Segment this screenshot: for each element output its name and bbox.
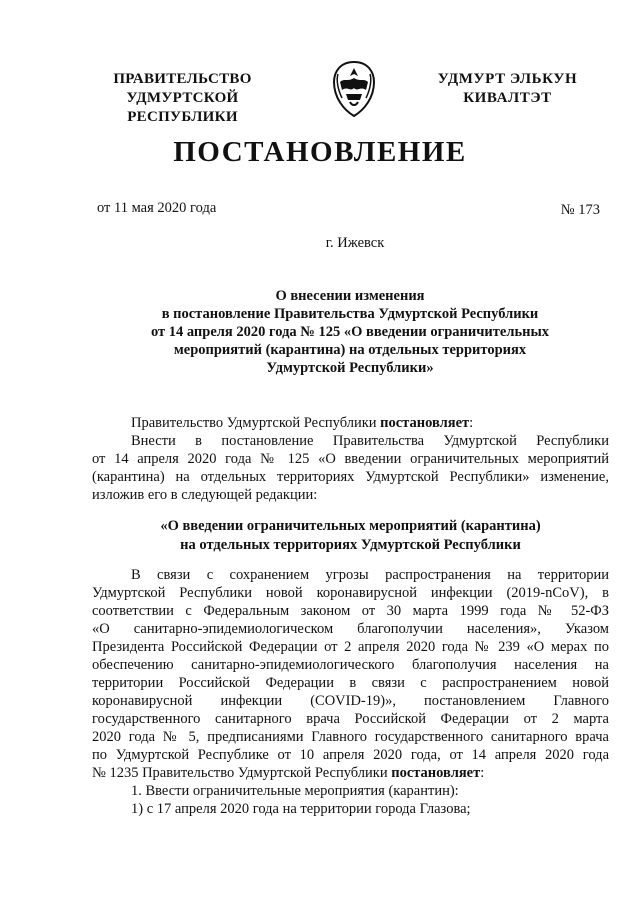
main-para-colon: :	[480, 765, 485, 781]
intro-resolves-line	[92, 414, 609, 432]
issuer-line-2: УДМУРТСКОЙ РЕСПУБЛИКИ	[126, 90, 239, 125]
intro-block	[92, 414, 609, 504]
issuer-name-russian	[80, 70, 285, 127]
subject-line: мероприятий (карантина) на отдельных территориях	[173, 342, 527, 358]
document-title: ПОСТАНОВЛЕНИЕ	[173, 136, 467, 168]
main-para-bold-word: постановляет	[391, 765, 481, 781]
document-subject	[120, 287, 580, 377]
main-para-line: коронавирусной инфекции (COVID-19)», постановлением Главного	[92, 693, 609, 709]
section-title	[92, 517, 609, 555]
intro-para-line: (карантина) на отдельных территориях Удмуртской Республики» изменение,	[92, 469, 609, 485]
issuer-line-1: ПРАВИТЕЛЬСТВО	[113, 71, 252, 87]
intro-para-line: изложив его в следующей редакции:	[92, 487, 318, 503]
issuer-udmurt-line-2: КИВАЛТЭТ	[463, 90, 552, 106]
main-para-line: по Удмуртской Республике от 10 апреля 2020 года, от 14 апреля 2020 года	[92, 747, 609, 763]
main-para-last-text: № 1235 Правительство Удмуртской Республики	[92, 765, 392, 781]
intro-para-line: Внести в постановление Правительства Удмуртской Республики	[131, 433, 609, 449]
subject-line: в постановление Правительства Удмуртской Республики	[161, 306, 539, 322]
subject-line: Удмуртской Республики»	[266, 360, 434, 376]
main-para-line: В связи с сохранением угрозы распространения на территории	[131, 567, 609, 583]
main-para-last-line	[92, 764, 609, 782]
list-subitem: 1) с 17 апреля 2020 года на территории города Глазова;	[131, 801, 471, 817]
intro-text: Правительство Удмуртской Республики	[131, 415, 381, 431]
subject-line: от 14 апреля 2020 года № 125 «О введении ограничительных	[150, 324, 550, 340]
main-para-line: «О санитарно-эпидемиологическом благополучии населения», Указом	[92, 621, 609, 637]
issuer-name-udmurt	[420, 70, 595, 108]
main-para-line: 2020 года № 5, предписаниями Главного государственного санитарного врача	[92, 729, 609, 745]
list-item: 1. Ввести ограничительные мероприятия (карантин):	[131, 783, 459, 799]
section-title-line: «О введении ограничительных мероприятий (карантина)	[160, 518, 541, 534]
main-para-line: Удмуртской Республики новой коронавирусной инфекции (2019-nCoV), в	[92, 585, 609, 601]
main-para-line: соответствии с Федеральным законом от 30 марта 1999 года № 52-ФЗ	[92, 603, 609, 619]
main-paragraph	[92, 566, 609, 818]
main-para-line: обеспечению санитарно-эпидемиологического благополучия населения на	[92, 657, 609, 673]
intro-para-line: от 14 апреля 2020 года № 125 «О введении ограничительных мероприятий	[92, 451, 609, 467]
intro-bold-word: постановляет	[380, 415, 470, 431]
section-title-line: на отдельных территориях Удмуртской Республики	[180, 537, 521, 553]
document-city: г. Ижевск	[325, 235, 385, 251]
document-number: № 173	[560, 202, 600, 218]
document-date: от 11 мая 2020 года	[97, 200, 217, 216]
udmurt-coat-of-arms-icon	[330, 60, 378, 118]
main-para-line: Президента Российской Федерации от 2 апреля 2020 года № 239 «О мерах по	[92, 639, 609, 655]
issuer-udmurt-line-1: УДМУРТ ЭЛЬКУН	[437, 71, 578, 87]
main-para-line: территории Российской Федерации в связи с распространением новой	[92, 675, 609, 691]
intro-colon: :	[469, 415, 474, 431]
subject-line: О внесении изменения	[275, 288, 425, 304]
main-para-line: государственного санитарного врача Российской Федерации от 2 марта	[92, 711, 609, 727]
